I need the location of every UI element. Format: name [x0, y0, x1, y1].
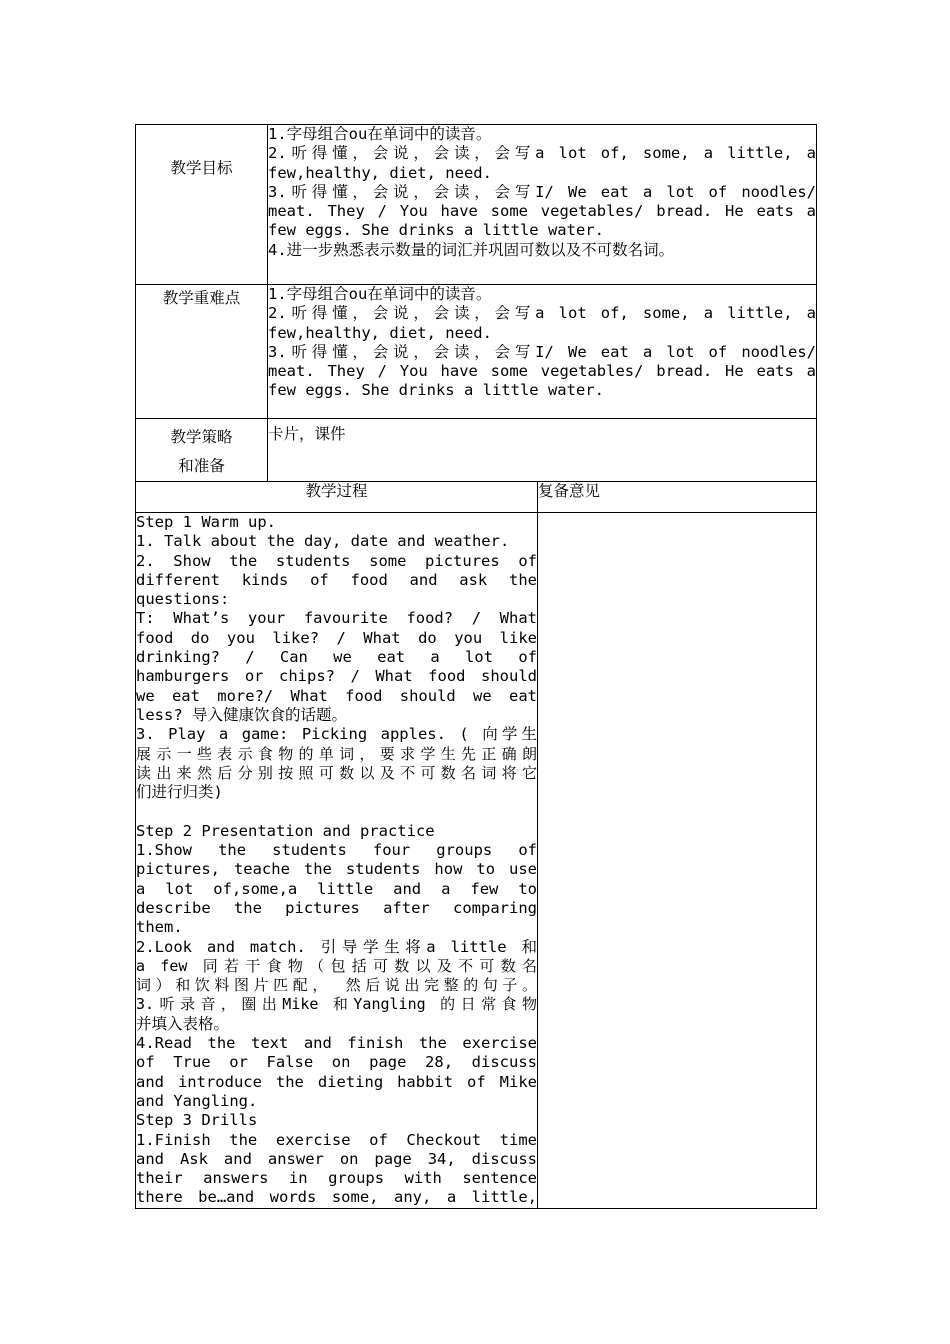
key-points-row	[136, 285, 817, 419]
process-line: 展示一些表示食物的单词，要求学生先正确朗	[136, 744, 537, 763]
process-line: 3. Play a game: Picking apples. ( 向学生	[136, 725, 537, 744]
process-line: hamburgers or chips? / What food should	[136, 667, 537, 686]
objectives-line: meat. They / You have some vegetables/ bread. He eats a	[268, 202, 816, 221]
objectives-line: 1.字母组合ou在单词中的读音。	[268, 125, 492, 143]
strategy-label-cell	[136, 419, 268, 482]
process-line: there be…and words some, any, a little,	[136, 1188, 537, 1207]
notes-content	[538, 513, 817, 1209]
process-line: of True or False on page 28, discuss	[136, 1053, 537, 1072]
key-points-label-cell	[136, 285, 268, 419]
process-line: 4.Read the text and finish the exercise	[136, 1034, 537, 1053]
objectives-label: 教学目标	[170, 159, 233, 177]
key-points-line: meat. They / You have some vegetables/ bread. He eats a	[268, 362, 816, 381]
strategy-label-line: 和准备	[178, 457, 225, 475]
process-line: 3.听录音，圈出Mike 和Yangling 的日常食物	[136, 995, 537, 1014]
key-points-line: 2.听得懂，会说，会读，会写a lot of, some, a little, a	[268, 304, 816, 323]
lesson-plan-table	[135, 124, 817, 1209]
process-header: 教学过程	[136, 482, 538, 513]
process-line: 词）和饮料图片匹配， 然后说出完整的句子。	[136, 976, 537, 995]
process-line: questions:	[136, 590, 230, 609]
process-line: 并填入表格。	[136, 1014, 230, 1033]
process-line: drinking? / Can we eat a lot of	[136, 648, 537, 667]
objectives-line: 2.听得懂，会说，会读，会写a lot of, some, a little, a	[268, 144, 816, 163]
process-line: 1.Finish the exercise of Checkout time	[136, 1130, 537, 1149]
objectives-line: few eggs. She drinks a little water.	[268, 221, 604, 240]
objectives-content	[268, 125, 817, 285]
process-line: T: What’s your favourite food? / What	[136, 609, 537, 628]
key-points-content	[268, 285, 817, 419]
process-line: Step 2 Presentation and practice	[136, 821, 435, 840]
blank-line	[136, 802, 537, 821]
process-line: food do you like? / What do you like	[136, 628, 537, 647]
objectives-line: few,healthy, diet, need.	[268, 163, 492, 182]
strategy-row	[136, 419, 817, 482]
process-content	[136, 513, 538, 1209]
strategy-label-line: 教学策略	[170, 428, 233, 446]
process-line: a lot of,some,a little and a few to	[136, 879, 537, 898]
process-line: Step 3 Drills	[136, 1111, 258, 1130]
process-line: 1. Talk about the day, date and weather.	[136, 532, 510, 551]
strategy-content: 卡片，课件	[268, 419, 817, 482]
process-line: 读出来然后分别按照可数以及不可数名词将它	[136, 763, 537, 782]
key-points-line: few,healthy, diet, need.	[268, 323, 492, 342]
process-line: different kinds of food and ask the	[136, 570, 537, 589]
process-header-row	[136, 482, 817, 513]
objectives-line: 4.进一步熟悉表示数量的词汇并巩固可数以及不可数名词。	[268, 240, 675, 259]
process-line: describe the pictures after comparing	[136, 898, 537, 917]
process-line: 1.Show the students four groups of	[136, 841, 537, 860]
notes-header: 复备意见	[538, 482, 817, 513]
objectives-label-cell	[136, 125, 268, 285]
key-points-line: 1.字母组合ou在单词中的读音。	[268, 285, 492, 303]
process-line: and Yangling.	[136, 1091, 258, 1110]
process-line: 2. Show the students some pictures of	[136, 551, 537, 570]
key-points-line: few eggs. She drinks a little water.	[268, 381, 604, 400]
process-line: we eat more?/ What food should we eat	[136, 686, 537, 705]
process-line: less? 导入健康饮食的话题。	[136, 705, 347, 724]
process-line: their answers in groups with sentence	[136, 1169, 537, 1188]
objectives-line: 3.听得懂，会说，会读，会写I/ We eat a lot of noodles/	[268, 182, 816, 201]
objectives-row	[136, 125, 817, 285]
process-line: a few 同若干食物（包括可数以及不可数名	[136, 956, 537, 975]
process-line: and introduce the dieting habbit of Mike	[136, 1072, 537, 1091]
process-line: Step 1 Warm up.	[136, 513, 276, 531]
key-points-label: 教学重难点	[162, 289, 241, 307]
process-row	[136, 513, 817, 1209]
key-points-line: 3.听得懂，会说，会读，会写I/ We eat a lot of noodles/	[268, 342, 816, 361]
process-line: pictures, teache the students how to use	[136, 860, 537, 879]
process-line: them.	[136, 918, 183, 937]
process-line: 2.Look and match. 引导学生将a little 和	[136, 937, 537, 956]
process-line: and Ask and answer on page 34, discuss	[136, 1149, 537, 1168]
process-line: 们进行归类)	[136, 783, 223, 802]
